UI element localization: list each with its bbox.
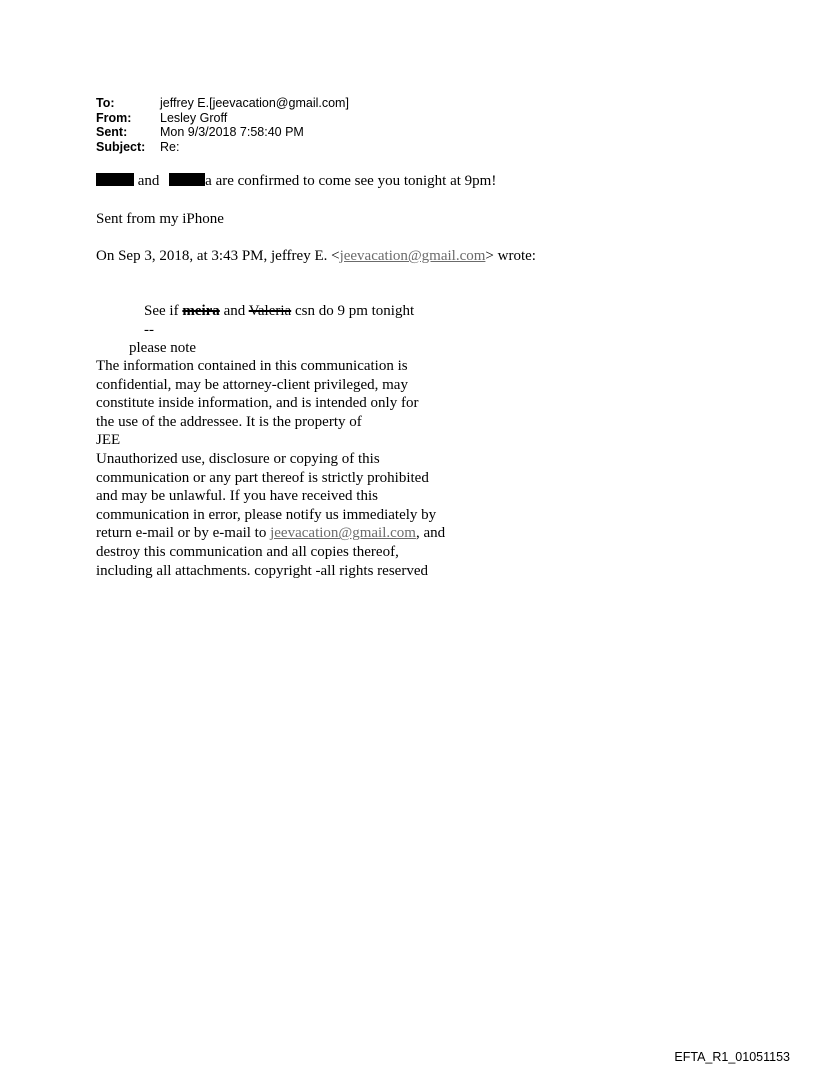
- disclaimer-email-link[interactable]: jeevacation@gmail.com: [270, 525, 416, 542]
- disclaimer-line: constitute inside information, and is intended only for: [96, 395, 419, 412]
- redaction-block: [96, 173, 134, 186]
- from-label: From:: [96, 110, 132, 125]
- please-note: please note: [129, 340, 197, 356]
- document-id: EFTA_R1_01051153: [674, 1050, 790, 1064]
- subject-label: Subject:: [96, 139, 146, 154]
- disclaimer-line: The information contained in this communication is: [96, 358, 408, 374]
- subject-value: Re:: [160, 139, 180, 154]
- disclaimer-line: confidential, may be attorney-client privileged, may: [96, 376, 408, 393]
- header-to-row: [96, 96, 349, 111]
- disclaimer-line: and may be unlawful. If you have received this: [96, 488, 378, 505]
- reply-text: a are confirmed to come see you tonight at 9pm!: [205, 173, 497, 189]
- signature-line: Sent from my iPhone: [96, 211, 224, 227]
- quote-email-link[interactable]: jeevacation@gmail.com: [339, 248, 486, 264]
- header-from-row: [96, 111, 349, 126]
- disclaimer: [96, 357, 516, 580]
- quoted-separator: --: [144, 322, 154, 338]
- disclaimer-line: Unauthorized use, disclosure or copying of this: [96, 450, 380, 467]
- disclaimer-line: destroy this communication and all copies thereof,: [96, 543, 399, 560]
- quoted-rest: csn do 9 pm tonight: [294, 303, 415, 319]
- reply-line: [96, 173, 496, 190]
- disclaimer-email-line: [96, 524, 516, 543]
- quoted-message: [144, 303, 414, 320]
- quote-intro-post: > wrote:: [485, 248, 536, 264]
- disclaimer-line: including all attachments. copyright -all rights reserved: [96, 562, 428, 579]
- disclaimer-line: the use of the addressee. It is the property of: [96, 413, 362, 430]
- from-value: Lesley Groff: [160, 110, 228, 125]
- quote-intro: [96, 248, 536, 265]
- email-header: [96, 96, 349, 154]
- quoted-struck-name-1: meira: [182, 303, 220, 319]
- disclaimer-line: communication or any part thereof is strictly prohibited: [96, 469, 429, 486]
- quote-intro-pre: On Sep 3, 2018, at 3:43 PM, jeffrey E. <: [96, 248, 340, 264]
- reply-and: and: [137, 173, 160, 189]
- redaction-block: [169, 173, 205, 186]
- quoted-struck-name-2: Valeria: [248, 303, 292, 319]
- disclaimer-line: communication in error, please notify us immediately by: [96, 506, 437, 523]
- quoted-see-if: See if: [144, 303, 179, 319]
- disclaimer-line: JEE: [96, 432, 121, 449]
- disclaimer-email-post: , and: [415, 525, 446, 542]
- quoted-and: and: [223, 303, 246, 319]
- disclaimer-email-pre: return e-mail or by e-mail to: [96, 525, 271, 542]
- to-value: jeffrey E.[jeevacation@gmail.com]: [160, 96, 349, 110]
- sent-value: Mon 9/3/2018 7:58:40 PM: [160, 125, 304, 139]
- sent-label: Sent:: [96, 125, 128, 139]
- header-sent-row: [96, 125, 349, 140]
- header-subject-row: [96, 140, 349, 155]
- to-label: To:: [96, 96, 115, 110]
